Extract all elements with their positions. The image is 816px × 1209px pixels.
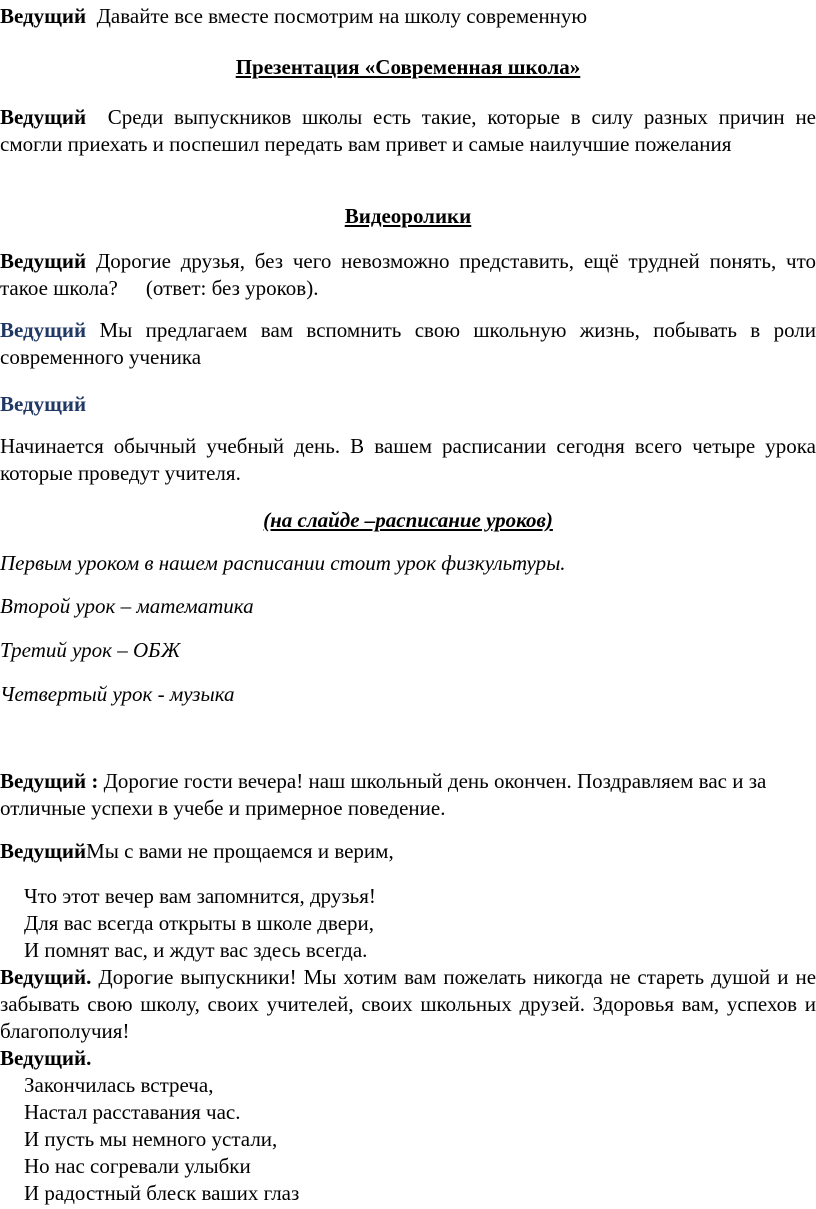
paragraph-7 <box>0 768 816 822</box>
speaker-label: Ведущий : <box>0 769 99 793</box>
heading-schedule: (на слайде –расписание уроков) <box>263 508 553 532</box>
speaker-label: Ведущий <box>0 839 87 863</box>
paragraph-1 <box>0 3 816 30</box>
paragraph-2 <box>0 104 816 158</box>
poem-line: И помнят вас, и ждут вас здесь всегда. <box>24 938 368 962</box>
lesson-item: Первым уроком в нашем расписании стоит урок физкультуры. <box>0 551 566 575</box>
paragraph-text: Среди выпускников школы есть такие, которые в силу разных причин не смогли приехать и поспешил передать вам привет и самые наилучшие пожелания <box>0 105 816 156</box>
lesson-item: Второй урок – математика <box>0 594 254 618</box>
speaker-label: Ведущий <box>0 105 87 129</box>
paragraph-text: Дорогие друзья, без чего невозможно представить, ещё трудней понять, что такое школа? <box>0 249 816 300</box>
poem-line: Что этот вечер вам запомнится, друзья! <box>24 884 376 908</box>
poem-stanza-2 <box>0 1072 816 1207</box>
poem-line: И пусть мы немного устали, <box>24 1127 278 1151</box>
lesson-item: Четвертый урок - музыка <box>0 682 235 706</box>
paragraph-6: Начинается обычный учебный день. В вашем расписании сегодня всего четыре урока которые проведут учителя. <box>0 434 816 485</box>
speaker-label: Ведущий. <box>0 965 92 989</box>
poem-stanza-1 <box>0 883 816 964</box>
speaker-label: Ведущий <box>0 318 87 342</box>
poem-line: И радостный блеск ваших глаз <box>24 1181 300 1205</box>
paragraph-text: Дорогие гости вечера! наш школьный день окончен. Поздравляем вас и за отличные успехи в учебе и примерное поведение. <box>0 769 767 820</box>
paragraph-5 <box>0 391 816 418</box>
paragraph-4 <box>0 317 816 371</box>
paragraph-9 <box>0 964 816 1045</box>
paragraph-8 <box>0 838 816 865</box>
paragraph-3 <box>0 248 816 302</box>
speaker-label: Ведущий <box>0 249 87 273</box>
paragraph-text: Дорогие выпускники! Мы хотим вам пожелать никогда не стареть душой и не забывать свою школу, своих учителей, своих школьных друзей. Здоровья вам, успехов и благополучия! <box>0 965 816 1043</box>
paragraph-text: Мы с вами не прощаемся и верим, <box>86 839 394 863</box>
speaker-label: Ведущий <box>0 4 87 28</box>
poem-line: Настал расставания час. <box>24 1100 241 1124</box>
heading-videos: Видеоролики <box>344 204 472 228</box>
speaker-label: Ведущий. <box>0 1046 92 1070</box>
lesson-item: Третий урок – ОБЖ <box>0 638 181 662</box>
paragraph-text: Мы предлагаем вам вспомнить свою школьную жизнь, побывать в роли современного ученика <box>0 318 816 369</box>
paragraph-10 <box>0 1045 816 1072</box>
paragraph-text: Давайте все вместе посмотрим на школу современную <box>96 4 588 28</box>
speaker-label: Ведущий <box>0 392 87 416</box>
answer-text: (ответ: без уроков). <box>145 276 319 300</box>
poem-line: Для вас всегда открыты в школе двери, <box>24 911 375 935</box>
heading-presentation: Презентация «Современная школа» <box>235 55 581 79</box>
poem-line: Но нас согревали улыбки <box>24 1154 251 1178</box>
poem-line: Закончилась встреча, <box>24 1073 214 1097</box>
